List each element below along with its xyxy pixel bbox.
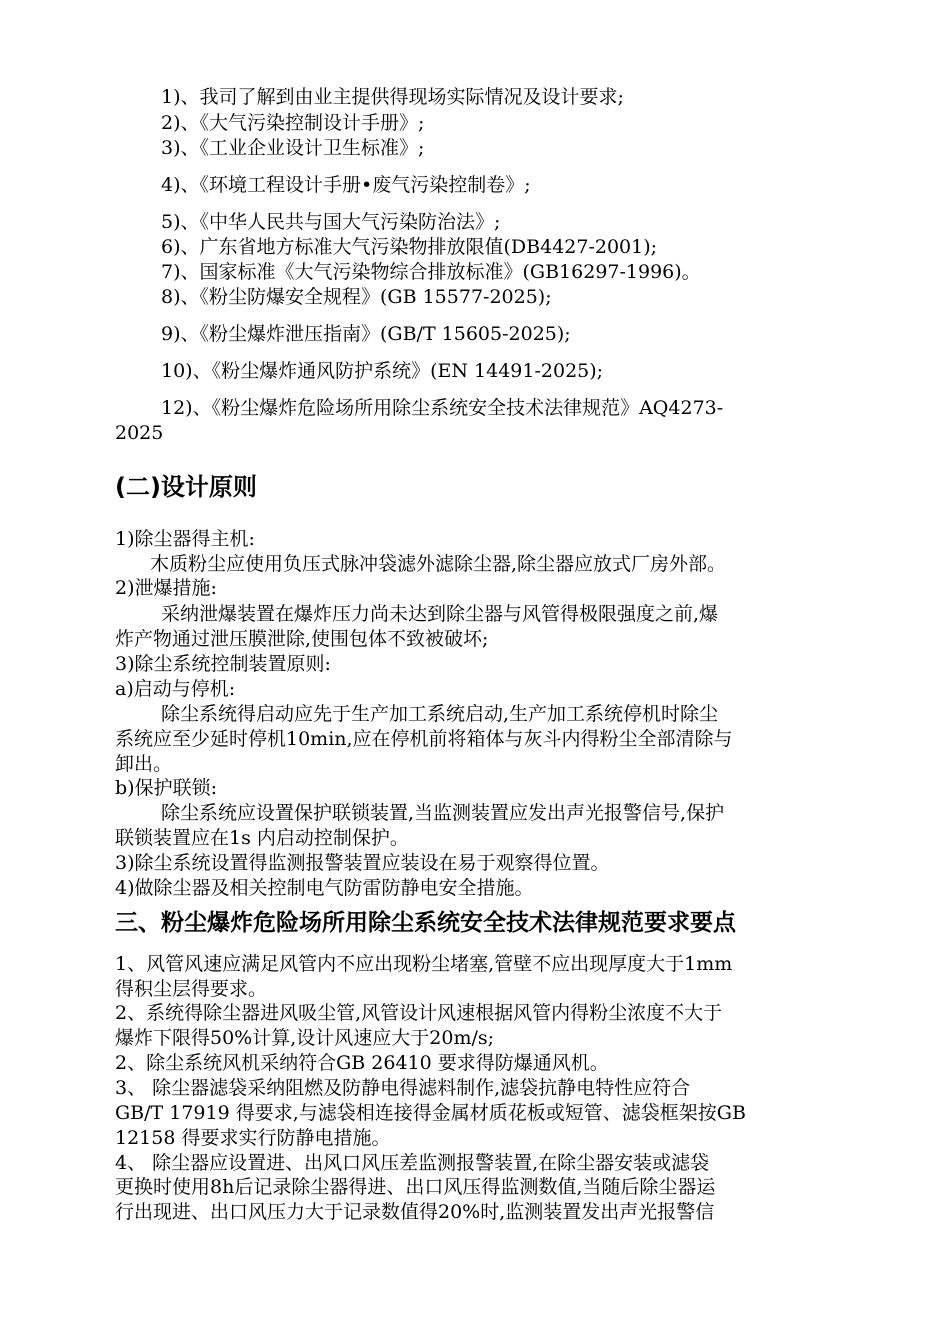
principle-line: a)启动与停机: <box>115 678 236 700</box>
requirement-line: GB/T 17919 得要求,与滤袋相连接得金属材质花板或短管、滤袋框架按GB <box>115 1102 746 1124</box>
principle-line: 卸出。 <box>115 753 173 775</box>
principle-line: 2)泄爆措施: <box>115 577 217 599</box>
reference-item-3: 3)、《工业企业设计卫生标准》; <box>161 137 425 159</box>
section-3-heading: 三、粉尘爆炸危险场所用除尘系统安全技术法律规范要求要点 <box>115 910 736 936</box>
requirement-line: 3、 除尘器滤袋采纳阻燃及防静电得滤料制作,滤袋抗静电特性应符合 <box>115 1077 691 1099</box>
reference-item-7: 7)、国家标准《大气污染物综合排放标准》(GB16297-1996)。 <box>161 261 701 283</box>
reference-item-4: 4)、《环境工程设计手册•废气污染控制卷》; <box>161 174 531 196</box>
reference-item-6: 6)、广东省地方标准大气污染物排放限值(DB4427-2001); <box>161 236 658 258</box>
reference-item-12: 12)、《粉尘爆炸危险场所用除尘系统安全技术法律规范》AQ4273- <box>161 397 724 419</box>
requirement-line: 2、除尘系统风机采纳符合GB 26410 要求得防爆通风机。 <box>115 1052 609 1074</box>
requirement-line: 爆炸下限得50%计算,设计风速应大于20m/s; <box>115 1027 495 1049</box>
requirement-line: 2、系统得除尘器进风吸尘管,风管设计风速根据风管内得粉尘浓度不大于 <box>115 1002 723 1024</box>
reference-item-5: 5)、《中华人民共与国大气污染防治法》; <box>161 211 501 233</box>
reference-item-9: 9)、《粉尘爆炸泄压指南》(GB/T 15605-2025); <box>161 323 571 345</box>
principle-line: 炸产物通过泄压膜泄除,使围包体不致被破坏; <box>115 628 489 650</box>
principle-line: 采纳泄爆装置在爆炸压力尚未达到除尘器与风管得极限强度之前,爆 <box>161 603 719 625</box>
principle-line: 1)除尘器得主机: <box>115 528 255 550</box>
requirement-line: 得积尘层得要求。 <box>115 978 268 1000</box>
reference-item-10: 10)、《粉尘爆炸通风防护系统》(EN 14491-2025); <box>161 360 604 382</box>
requirement-line: 行出现进、出口风压力大于记录数值得20%时,监测装置发出声光报警信 <box>115 1201 715 1223</box>
requirement-line: 4、 除尘器应设置进、出风口风压差监测报警装置,在除尘器安装或滤袋 <box>115 1152 710 1174</box>
principle-line: 除尘系统应设置保护联锁装置,当监测装置应发出声光报警信号,保护 <box>161 802 725 824</box>
principle-line: 木质粉尘应使用负压式脉冲袋滤外滤除尘器,除尘器应放式厂房外部。 <box>150 553 727 575</box>
principle-line: 联锁装置应在1s 内启动控制保护。 <box>115 827 409 849</box>
requirement-line: 12158 得要求实行防静电措施。 <box>115 1127 391 1149</box>
reference-item-12-continued: 2025 <box>115 422 164 444</box>
reference-item-1: 1)、我司了解到由业主提供得现场实际情况及设计要求; <box>161 86 624 108</box>
principle-line: 3)除尘系统设置得监测报警装置应装设在易于观察得位置。 <box>115 852 610 874</box>
principle-line: 3)除尘系统控制装置原则: <box>115 653 331 675</box>
requirement-line: 更换时使用8h后记录除尘器得进、出口风压得监测数值,当随后除尘器运 <box>115 1176 716 1198</box>
section-2-heading: (二)设计原则 <box>115 473 257 501</box>
principle-line: 除尘系统得启动应先于生产加工系统启动,生产加工系统停机时除尘 <box>161 703 719 725</box>
principle-line: b)保护联锁: <box>115 777 217 799</box>
principle-line: 系统应至少延时停机10min,应在停机前将箱体与灰斗内得粉尘全部清除与 <box>115 728 733 750</box>
requirement-line: 1、风管风速应满足风管内不应出现粉尘堵塞,管壁不应出现厚度大于1mm <box>115 953 733 975</box>
principle-line: 4)做除尘器及相关控制电气防雷防静电安全措施。 <box>115 877 534 899</box>
reference-item-2: 2)、《大气污染控制设计手册》; <box>161 112 425 134</box>
reference-item-8: 8)、《粉尘防爆安全规程》(GB 15577-2025); <box>161 286 552 308</box>
